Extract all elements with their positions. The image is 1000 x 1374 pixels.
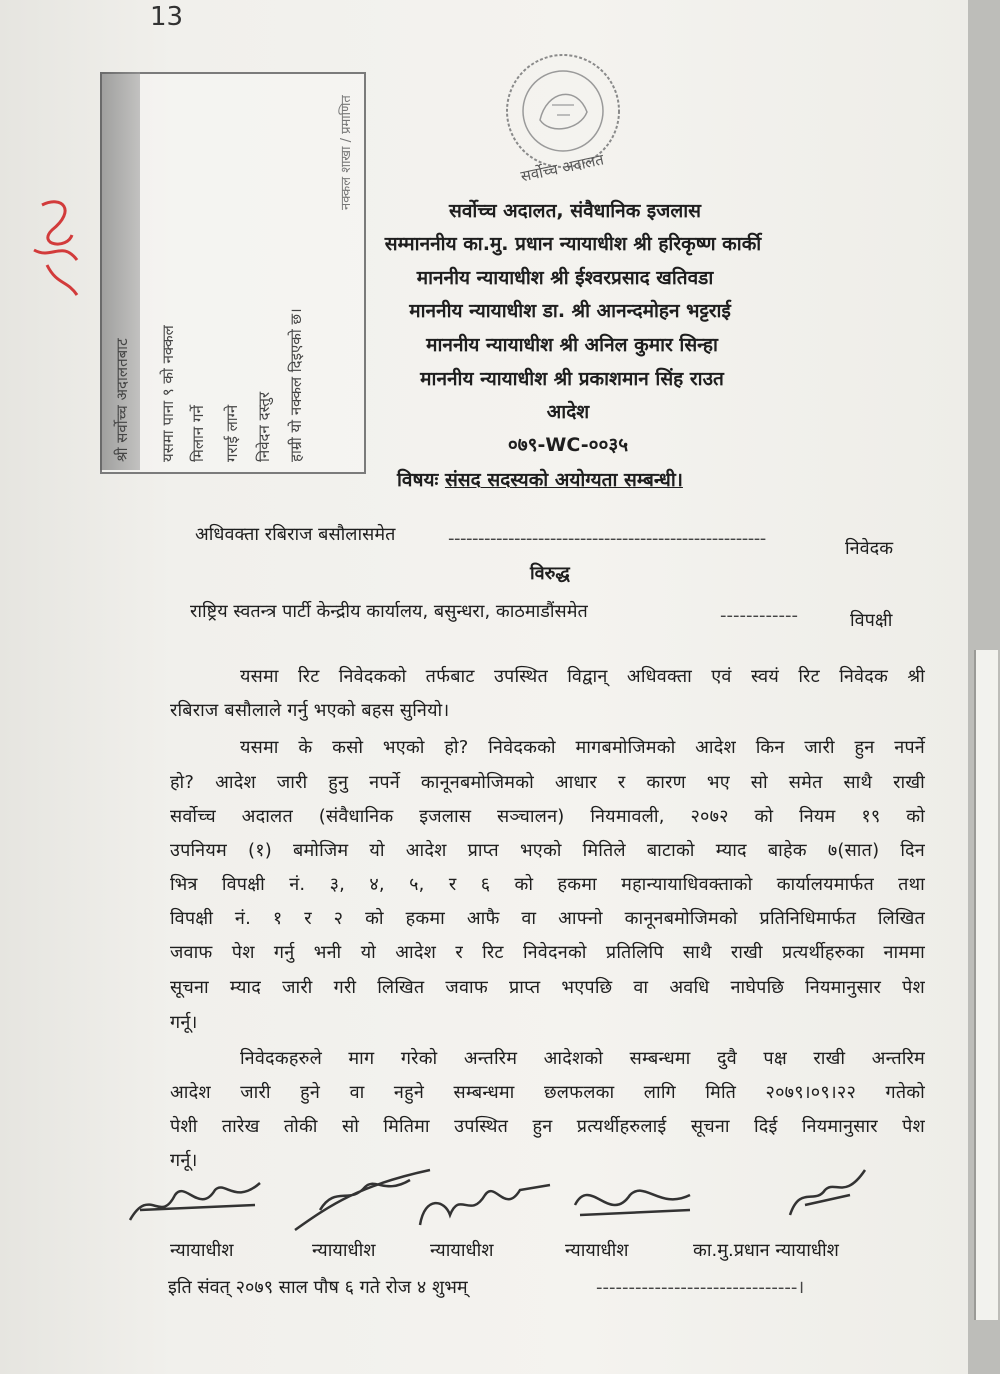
respondent-role: विपक्षी: [850, 610, 893, 631]
para3-line2: आदेश जारी हुने वा नहुने सम्बन्धमा छलफलका लागि मिति २०७९।०९।२२ गतेको: [170, 1082, 925, 1103]
judge-2: माननीय न्यायाधीश श्री ईश्वरप्रसाद खतिवडा: [416, 267, 714, 289]
stamp-line-6: हाम्री यो नक्कल दिइएको छ।: [287, 308, 305, 462]
stamp-side-text: नक्कल शाखा / प्रमाणित: [339, 95, 354, 210]
versus-label: विरुद्ध: [530, 563, 570, 584]
para1-line2: रबिराज बसौलाले गर्नु भएको बहस सुनियो।: [170, 700, 450, 721]
respondent-dashes: ------------: [720, 605, 798, 626]
para3-line3: पेशी तारेख तोकी सो मितिमा उपस्थित हुन प्रत्यर्थीहरुलाई सूचना दिई नियमानुसार पेश: [170, 1116, 925, 1137]
respondent-name: राष्ट्रिय स्वतन्त्र पार्टी केन्द्रीय कार्यालय, बसुन्धरा, काठमाडौंसमेत: [190, 601, 588, 622]
judge-3: माननीय न्यायाधीश डा. श्री आनन्दमोहन भट्टराई: [409, 300, 731, 322]
stamp-line-3: मिलान गर्ने: [189, 405, 207, 462]
petitioner-name: अधिवक्ता रबिराज बसौलासमेत: [195, 524, 396, 545]
para2-line2: हो? आदेश जारी हुनु नपर्ने कानूनबमोजिमको आधार र कारण भए सो समेत साथै राखी: [170, 772, 925, 793]
subject-line: [397, 466, 683, 492]
underlying-page: [974, 650, 998, 1320]
judge-5: माननीय न्यायाधीश श्री प्रकाशमान सिंह राउत: [420, 368, 724, 390]
signature-label-2: न्यायाधीश: [312, 1240, 376, 1261]
signature-label-4: न्यायाधीश: [565, 1240, 629, 1261]
para2-line3: सर्वोच्च अदालत (संवैधानिक इजलास सञ्चालन) नियमावली, २०७२ को नियम १९ को: [170, 806, 925, 827]
para2-line5: भित्र विपक्षी नं. ३, ४, ५, र ६ को हकमा महान्यायाधिवक्ताको कार्यालयमार्फत तथा: [170, 874, 925, 895]
signature-1: [120, 1165, 270, 1235]
judge-1: सम्माननीय का.मु. प्रधान न्यायाधीश श्री हरिकृष्ण कार्की: [384, 233, 762, 255]
petitioner-dashes: -----------------------------------------------------: [448, 528, 766, 549]
court-name: सर्वोच्च अदालत, संवैधानिक इजलास: [448, 200, 701, 222]
court-seal: [502, 50, 624, 172]
date-line-dashes: -------------------------------।: [596, 1277, 805, 1298]
para2-line8: सूचना म्याद जारी गरी लिखित जवाफ प्राप्त भएपछि वा अवधि नाघेपछि नियमानुसार पेश: [170, 977, 925, 998]
stamp-line-2: यसमा पाना ९ को नक्कल: [159, 325, 177, 462]
para3-line1: निवेदकहरुले माग गरेको अन्तरिम आदेशको सम्बन्धमा दुवै पक्ष राखी अन्तरिम: [240, 1048, 925, 1069]
para2-line4: उपनियम (१) बमोजिम यो आदेश प्राप्त भएको मितिले बाटाको म्याद बाहेक ७(सात) दिन: [170, 840, 925, 861]
page-number: 13: [150, 2, 184, 32]
para2-line1: यसमा के कसो भएको हो? निवेदकको मागबमोजिमको आदेश किन जारी हुन नपर्ने: [240, 737, 925, 758]
seal-text: सर्वोच्च अदालत: [519, 150, 606, 186]
judge-4: माननीय न्यायाधीश श्री अनिल कुमार सिन्हा: [426, 334, 718, 356]
signature-label-3: न्यायाधीश: [430, 1240, 494, 1261]
subject-text: संसद सदस्यको अयोग्यता सम्बन्धी।: [444, 469, 683, 491]
signature-3: [410, 1165, 560, 1235]
para2-line6: विपक्षी नं. १ र २ को हकमा आफै वा आफ्नो कानूनबमोजिमको प्रतिनिधिमार्फत लिखित: [170, 908, 925, 929]
case-number: ०७९-WC-००३५: [507, 434, 629, 456]
para1-line1: यसमा रिट निवेदकको तर्फबाट उपस्थित विद्वान् अधिवक्ता एवं स्वयं रिट निवेदक श्री: [240, 666, 925, 687]
stamp-line-1: श्री सर्वोच्च अदालतबाट: [113, 338, 131, 462]
order-title: आदेश: [546, 401, 590, 423]
date-line: इति संवत् २०७९ साल पौष ६ गते रोज ४ शुभम्: [168, 1277, 468, 1298]
signature-4: [570, 1165, 700, 1235]
stamp-line-4: गराई लाग्ने: [223, 404, 241, 462]
para2-line9: गर्नू।: [170, 1012, 198, 1033]
petitioner-role: निवेदक: [845, 538, 894, 559]
para2-line7: जवाफ पेश गर्नु भनी यो आदेश र रिट निवेदनको प्रतिलिपि साथै राखी प्रत्यर्थीहरुका नाममा: [170, 942, 925, 963]
subject-label: विषयः: [397, 469, 439, 491]
signature-label-5: का.मु.प्रधान न्यायाधीश: [693, 1240, 839, 1261]
signature-5: [780, 1165, 870, 1235]
para3-line4: गर्नू।: [170, 1150, 198, 1171]
signature-label-1: न्यायाधीश: [170, 1240, 234, 1261]
stamp-line-5: निवेदन दस्तुर: [255, 391, 273, 462]
